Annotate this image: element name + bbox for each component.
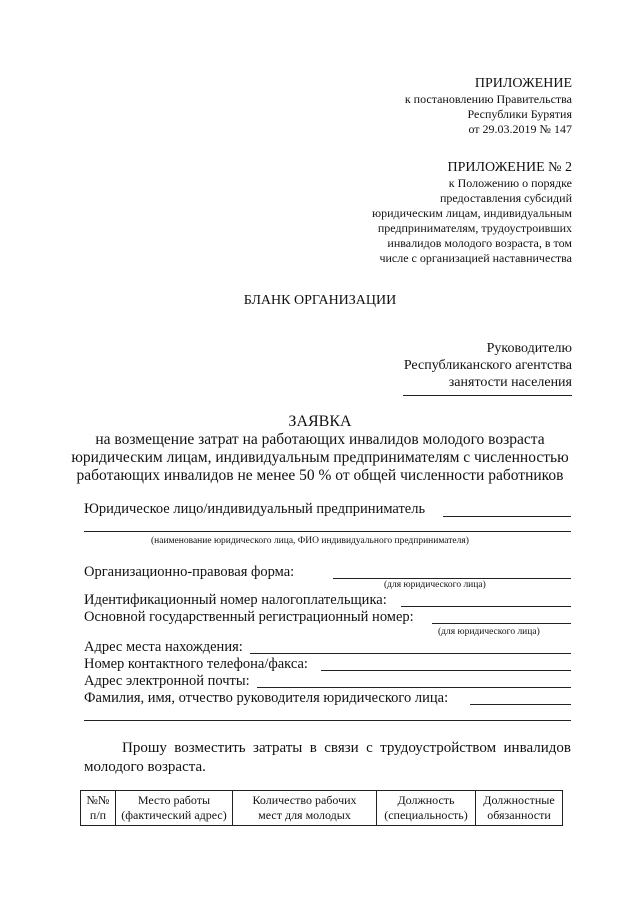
- appendix2-line: к Положению о порядке: [448, 176, 572, 190]
- legal-entity-line-2[interactable]: [84, 531, 571, 532]
- inn-label: Идентификационный номер налогоплательщика:: [84, 592, 387, 608]
- legal-entity-hint: (наименование юридического лица, ФИО индивидуального предпринимателя): [151, 536, 469, 546]
- table-header-cell: [476, 791, 563, 826]
- table-header-row: [81, 791, 563, 826]
- header-text: мест для молодых: [258, 808, 351, 822]
- heading-title: ЗАЯВКА: [288, 413, 352, 430]
- appendix-line: от 29.03.2019 № 147: [468, 122, 572, 136]
- appendix2-line: числе с организацией наставничества: [379, 251, 572, 265]
- request-line: Прошу возместить затраты в связи с трудоустройством инвалидов: [122, 740, 571, 756]
- ogrn-line[interactable]: [432, 623, 571, 624]
- header-text: обязанности: [487, 808, 551, 822]
- email-label: Адрес электронной почты:: [84, 673, 250, 689]
- header-text: №№: [86, 793, 110, 807]
- header-text: Должностные: [483, 793, 555, 807]
- heading-line: на возмещение затрат на работающих инвалидов молодого возраста: [95, 431, 545, 448]
- legal-entity-label: Юридическое лицо/индивидуальный предприниматель: [84, 501, 426, 517]
- addressee-line: Республиканского агентства: [403, 358, 572, 373]
- heading-line: работающих инвалидов не менее 50 % от общей численности работников: [76, 467, 564, 484]
- header-text: Место работы: [137, 793, 211, 807]
- phone-label: Номер контактного телефона/факса:: [84, 656, 308, 672]
- heading-block: [0, 413, 640, 485]
- appendix2-line: юридическим лицам, индивидуальным: [372, 206, 572, 220]
- addressee-line: Руководителю: [486, 341, 572, 356]
- header-text: (фактический адрес): [121, 808, 227, 822]
- table-header-cell: [81, 791, 116, 826]
- appendix-line: к постановлению Правительства: [404, 92, 572, 106]
- letterhead: БЛАНК ОРГАНИЗАЦИИ: [243, 293, 397, 308]
- table-header-cell: [233, 791, 377, 826]
- inn-line[interactable]: [401, 606, 571, 607]
- header-text: Количество рабочих: [252, 793, 357, 807]
- appendix2-block: [372, 160, 572, 266]
- org-form-hint: (для юридического лица): [384, 580, 486, 590]
- header-text: Должность: [397, 793, 455, 807]
- heading-line: юридическим лицам, индивидуальным предпринимателям с численностью: [71, 449, 569, 466]
- email-line[interactable]: [257, 687, 571, 688]
- addressee-block: [404, 340, 572, 391]
- org-form-label: Организационно-правовая форма:: [84, 564, 295, 580]
- ogrn-hint: (для юридического лица): [438, 627, 540, 637]
- head-name-label: Фамилия, имя, отчество руководителя юридического лица:: [84, 690, 449, 706]
- appendix2-line: инвалидов молодого возраста, в том: [387, 236, 572, 250]
- ogrn-label: Основной государственный регистрационный номер:: [84, 609, 414, 625]
- address-line[interactable]: [250, 653, 571, 654]
- appendix-block: [405, 76, 572, 137]
- head-name-line-2[interactable]: [84, 720, 571, 721]
- phone-line[interactable]: [321, 670, 571, 671]
- request-line-2: молодого возраста.: [84, 759, 206, 775]
- appendix2-line: предпринимателям, трудоустроивших: [377, 221, 572, 235]
- table-header-cell: [116, 791, 233, 826]
- appendix-line: Республики Бурятия: [467, 107, 572, 121]
- org-form-line[interactable]: [333, 578, 571, 579]
- appendix2-title: ПРИЛОЖЕНИЕ № 2: [447, 160, 572, 175]
- appendix-title: ПРИЛОЖЕНИЕ: [474, 76, 572, 91]
- header-text: п/п: [89, 808, 107, 822]
- head-name-line[interactable]: [470, 704, 571, 705]
- addressee-line: занятости населения: [448, 375, 572, 390]
- table-header-cell: [377, 791, 476, 826]
- address-label: Адрес места нахождения:: [84, 639, 243, 655]
- addressee-name-line[interactable]: [403, 395, 572, 396]
- legal-entity-line[interactable]: [443, 516, 571, 517]
- jobs-table: [80, 790, 563, 826]
- appendix2-line: предоставления субсидий: [439, 191, 572, 205]
- header-text: (специальность): [384, 808, 468, 822]
